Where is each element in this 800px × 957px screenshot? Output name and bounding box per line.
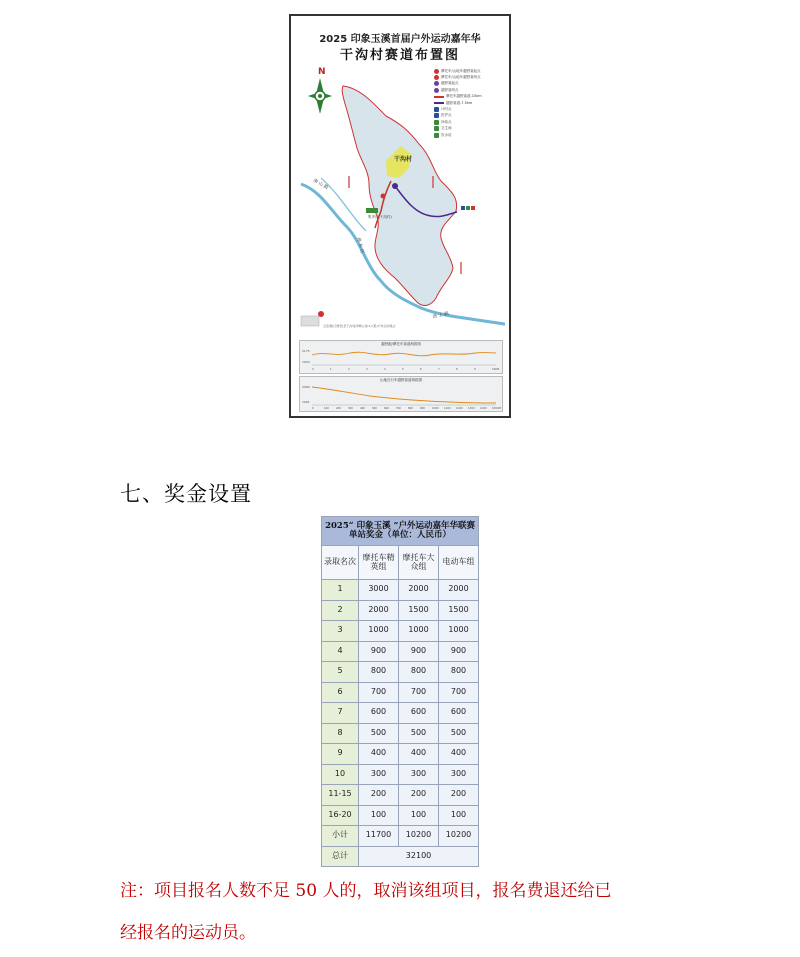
prize-table-header — [322, 546, 479, 580]
road-label-bottom: 洛 上 路 — [432, 311, 450, 320]
total-value: 32100 — [359, 846, 479, 867]
x-tick-label: 6 — [420, 368, 422, 371]
x-tick-label: 1000 — [432, 407, 439, 410]
legend-symbol-icon — [434, 107, 439, 112]
rank-cell: 5 — [322, 662, 359, 683]
prize-cell: 100 — [439, 805, 479, 826]
x-tick-label: 0 — [312, 407, 314, 410]
column-header: 摩托车精英组 — [359, 546, 399, 580]
table-row — [322, 600, 479, 621]
prize-cell: 700 — [359, 682, 399, 703]
rank-cell: 11-15 — [322, 785, 359, 806]
prize-cell: 1500 — [399, 600, 439, 621]
x-tick-label: 7 — [438, 368, 440, 371]
rank-cell: 小计 — [322, 826, 359, 847]
prize-cell: 100 — [399, 805, 439, 826]
rank-cell: 8 — [322, 723, 359, 744]
legend-symbol-icon — [434, 113, 439, 118]
rank-cell: 7 — [322, 703, 359, 724]
x-tick-label: 600 — [384, 407, 389, 410]
legend-symbol-icon — [434, 81, 439, 86]
prize-cell: 300 — [439, 764, 479, 785]
legend-label: 计时点 — [441, 107, 452, 112]
course-map — [289, 14, 511, 418]
elevation-1-title: 越野跑/摩托车赛道海拔图 — [381, 342, 421, 346]
elev1-ytick: 2175 — [302, 349, 310, 353]
x-tick-label: 5 — [402, 368, 404, 371]
x-tick-label: 400 — [360, 407, 365, 410]
road-label-south: 南 山 路 — [312, 178, 329, 191]
legend-symbol-icon — [434, 102, 444, 104]
map-title-course: 干沟村赛道布置图 — [339, 48, 460, 63]
elevation-chart-1 — [299, 340, 503, 374]
legend-label: 医护点 — [441, 113, 452, 118]
legend-label: 越野赛终点 — [441, 87, 459, 92]
prize-cell: 400 — [359, 744, 399, 765]
table-row — [322, 662, 479, 683]
table-row — [322, 682, 479, 703]
table-row — [322, 641, 479, 662]
prize-table — [321, 516, 479, 867]
north-label: N — [318, 67, 326, 77]
table-row — [322, 785, 479, 806]
elevation-line-2 — [312, 387, 496, 403]
legend-label: 越野赛起点 — [441, 81, 459, 86]
rank-cell: 1 — [322, 580, 359, 601]
start-marker-icon — [392, 183, 398, 189]
legend-label: 摩托车/山地车越野赛起点 — [441, 68, 481, 73]
legend-label: 摩托车/山地车越野赛终点 — [441, 75, 481, 80]
x-tick-label: 1100 — [444, 407, 451, 410]
legend-symbol-icon — [434, 126, 439, 131]
finish-marker-icon — [381, 194, 386, 199]
legend-label: 卫生间 — [441, 126, 452, 131]
column-header: 电动车组 — [439, 546, 479, 580]
prize-cell: 600 — [439, 703, 479, 724]
total-row — [322, 846, 479, 867]
x-tick-label: 200 — [336, 407, 341, 410]
prize-cell: 100 — [359, 805, 399, 826]
total-label: 总计 — [322, 846, 359, 867]
elev2-ytick: 1961 — [302, 400, 310, 404]
prize-cell: 900 — [439, 641, 479, 662]
x-tick-label: 1400 — [480, 407, 487, 410]
x-tick-label: 1500M — [492, 407, 501, 410]
prize-cell: 600 — [399, 703, 439, 724]
legend-label: 越野赛道-7.5km — [446, 100, 473, 105]
legend-symbol-icon — [434, 69, 439, 74]
legend-label: 饮水站 — [441, 132, 452, 137]
table-row — [322, 764, 479, 785]
map-title-event: 2025 印象玉溪首届户外运动嘉年华 — [319, 34, 481, 45]
table-row — [322, 703, 479, 724]
elevation-line-1 — [312, 352, 496, 356]
legend-symbol-icon — [434, 75, 439, 80]
prize-cell: 1000 — [399, 621, 439, 642]
prize-cell: 900 — [399, 641, 439, 662]
prize-cell: 10200 — [399, 826, 439, 847]
prize-cell: 200 — [359, 785, 399, 806]
x-tick-label: 700 — [396, 407, 401, 410]
elevation-chart-2 — [299, 376, 503, 412]
elev2-ytick: 2080 — [302, 385, 310, 389]
legend-symbol-icon — [434, 88, 439, 93]
table-row — [322, 805, 479, 826]
prize-cell: 700 — [439, 682, 479, 703]
table-row — [322, 621, 479, 642]
prize-cell: 2000 — [439, 580, 479, 601]
legend-symbol-icon — [434, 120, 439, 125]
prize-cell: 1000 — [439, 621, 479, 642]
checkpoint-icon — [461, 206, 465, 210]
x-tick-label: 500 — [372, 407, 377, 410]
medical-icon — [471, 206, 475, 210]
prize-cell: 800 — [359, 662, 399, 683]
rank-cell: 10 — [322, 764, 359, 785]
x-tick-label: 3 — [366, 368, 368, 371]
start-label: 集齐区(干沟村) — [368, 215, 392, 219]
section-heading-prize: 七、奖金设置 — [120, 482, 252, 506]
prize-cell: 500 — [439, 723, 479, 744]
note-line-2: 经报名的运动员。 — [120, 923, 256, 943]
supply-icon — [466, 206, 470, 210]
prize-cell: 2000 — [359, 600, 399, 621]
x-tick-label: 900 — [420, 407, 425, 410]
x-tick-label: 1 — [330, 368, 332, 371]
prize-cell: 600 — [359, 703, 399, 724]
prize-cell: 500 — [359, 723, 399, 744]
column-header: 摩托车大众组 — [399, 546, 439, 580]
legend-symbol-icon — [434, 96, 444, 98]
table-row — [322, 723, 479, 744]
note-line-1: 注：项目报名人数不足 50 人的，取消该组项目，报名费退还给已 — [120, 881, 612, 901]
x-tick-label: 1200 — [456, 407, 463, 410]
x-tick-label: 4 — [384, 368, 386, 371]
prize-cell: 300 — [359, 764, 399, 785]
prize-cell: 200 — [399, 785, 439, 806]
x-tick-label: 0 — [312, 368, 314, 371]
prize-cell: 11700 — [359, 826, 399, 847]
prize-cell: 200 — [439, 785, 479, 806]
prize-cell: 700 — [399, 682, 439, 703]
rank-cell: 16-20 — [322, 805, 359, 826]
rank-cell: 9 — [322, 744, 359, 765]
table-row — [322, 744, 479, 765]
legend-item — [434, 132, 510, 138]
map-legend — [434, 68, 510, 138]
table-row — [322, 580, 479, 601]
village-label: 干沟村 — [394, 156, 413, 163]
start-area-icon — [366, 208, 378, 213]
x-tick-label: 2 — [348, 368, 350, 371]
column-header: 录取名次 — [322, 546, 359, 580]
prize-cell: 2000 — [399, 580, 439, 601]
map-footnote: 五泉洞(行驶至)至干沟村河畔山村(1公里)户外运动集合 — [323, 324, 396, 328]
prize-table-caption: 2025“ 印象玉溪 ”户外运动嘉年华联赛单站奖金（单位：人民币） — [322, 517, 479, 546]
prize-cell: 500 — [399, 723, 439, 744]
table-row — [322, 826, 479, 847]
x-tick-label: 100 — [324, 407, 329, 410]
parking-label: 停 车 区 — [355, 237, 365, 255]
prize-cell: 400 — [439, 744, 479, 765]
x-tick-label: 1300 — [468, 407, 475, 410]
prize-cell: 800 — [399, 662, 439, 683]
legend-symbol-icon — [434, 133, 439, 138]
prize-cell: 10200 — [439, 826, 479, 847]
prize-cell: 1500 — [439, 600, 479, 621]
x-tick-label: 300 — [348, 407, 353, 410]
rank-cell: 2 — [322, 600, 359, 621]
prize-cell: 900 — [359, 641, 399, 662]
rank-cell: 4 — [322, 641, 359, 662]
legend-label: 补给点 — [441, 119, 452, 124]
elev1-ytick: 1954 — [302, 360, 310, 364]
x-tick-label: 8 — [456, 368, 458, 371]
x-tick-label: 10KM — [492, 368, 500, 371]
prize-cell: 400 — [399, 744, 439, 765]
elevation-2-title: 山地自行车越野赛道海拔图 — [380, 378, 422, 382]
rank-cell: 3 — [322, 621, 359, 642]
prize-cell: 1000 — [359, 621, 399, 642]
location-pin-icon — [301, 311, 324, 326]
compass-icon — [308, 67, 332, 114]
legend-label: 摩托车越野赛道-10km — [446, 94, 482, 99]
prize-cell: 800 — [439, 662, 479, 683]
prize-cell: 300 — [399, 764, 439, 785]
x-tick-label: 9 — [474, 368, 476, 371]
x-tick-label: 800 — [408, 407, 413, 410]
rank-cell: 6 — [322, 682, 359, 703]
prize-cell: 3000 — [359, 580, 399, 601]
